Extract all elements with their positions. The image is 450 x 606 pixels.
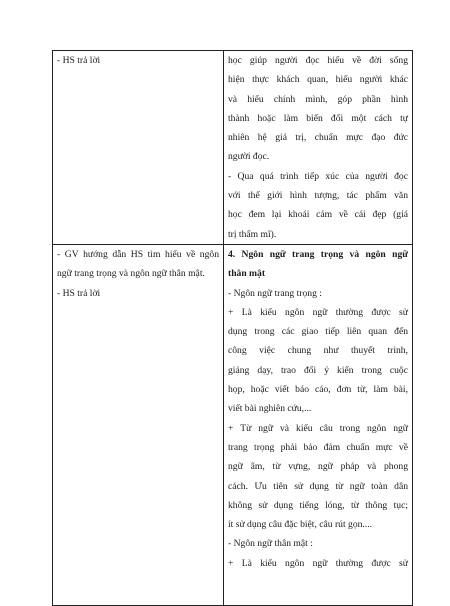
text-line: - GV hướng dẫn HS tìm hiểu về ngôn: [57, 248, 219, 260]
text-line: ngữ trang trọng và ngôn ngữ thân mật.: [57, 268, 205, 280]
text-line: dụng trong các giao tiếp liên quan đến: [228, 326, 408, 338]
content-cell: [224, 244, 413, 605]
text-line: - Ngôn ngữ trang trọng :: [228, 287, 322, 299]
content-cell: [224, 51, 413, 245]
teacher-activity-cell: [53, 51, 224, 245]
text-line: + Từ ngữ và kiểu câu trong ngôn ngữ: [228, 422, 408, 434]
text-line: - Qua quá trình tiếp xúc của người đọc: [228, 170, 408, 182]
text-line: công việc chung như thuyết trình,: [228, 345, 408, 357]
text-line: cách. Ưu tiên sử dụng từ ngữ toàn dân: [228, 480, 408, 492]
list-item: - HS trả lời: [57, 287, 101, 299]
text-line: với thế giới hình tượng, tác phẩm văn: [228, 190, 408, 202]
table-row: [53, 244, 413, 605]
text-line: và hiểu chính mình, góp phần hình: [228, 93, 408, 105]
text-line: họp, hoặc viết báo cáo, đơn từ, làm bài,: [228, 384, 408, 396]
text-line: ngữ âm, từ vựng, ngữ pháp và phong: [228, 461, 408, 473]
text-line: người đọc.: [228, 151, 270, 163]
section-heading: 4. Ngôn ngữ trang trọng và ngôn ngữ: [228, 248, 408, 260]
text-line: không sử dụng tiếng lóng, từ thông tục;: [228, 499, 408, 511]
table-row: [53, 51, 413, 245]
text-line: trang trọng phải bảo đảm chuẩn mực về: [228, 441, 408, 453]
text-line: học đem lại khoái cảm về cái đẹp (giá: [228, 209, 408, 221]
lesson-table: [52, 50, 413, 606]
text-line: trị thẩm mĩ).: [228, 228, 277, 240]
text-line: học giúp người đọc hiểu về đời sống: [228, 55, 408, 66]
text-line: nhiên hệ giá trị, chuẩn mực đạo đức: [228, 132, 408, 144]
list-item: - HS trả lời: [57, 55, 101, 66]
text-line: giảng dạy, trao đổi ý kiến trong cuộc: [228, 364, 408, 376]
text-line: hiện thực khách quan, hiểu người khác: [228, 74, 408, 86]
text-line: + Là kiểu ngôn ngữ thường được sử: [228, 306, 408, 318]
text-line: - Ngôn ngữ thân mật :: [228, 538, 313, 550]
text-line: + Là kiểu ngôn ngữ thường được sử: [228, 557, 408, 569]
text-line: viết bài nghiên cứu,...: [228, 403, 312, 415]
section-heading: thân mật: [228, 268, 266, 280]
text-line: ít sử dụng câu đặc biệt, câu rút gọn....: [228, 519, 373, 531]
text-line: thành hoặc làm biến đổi một cách tự: [228, 112, 408, 124]
teacher-activity-cell: [53, 244, 224, 605]
